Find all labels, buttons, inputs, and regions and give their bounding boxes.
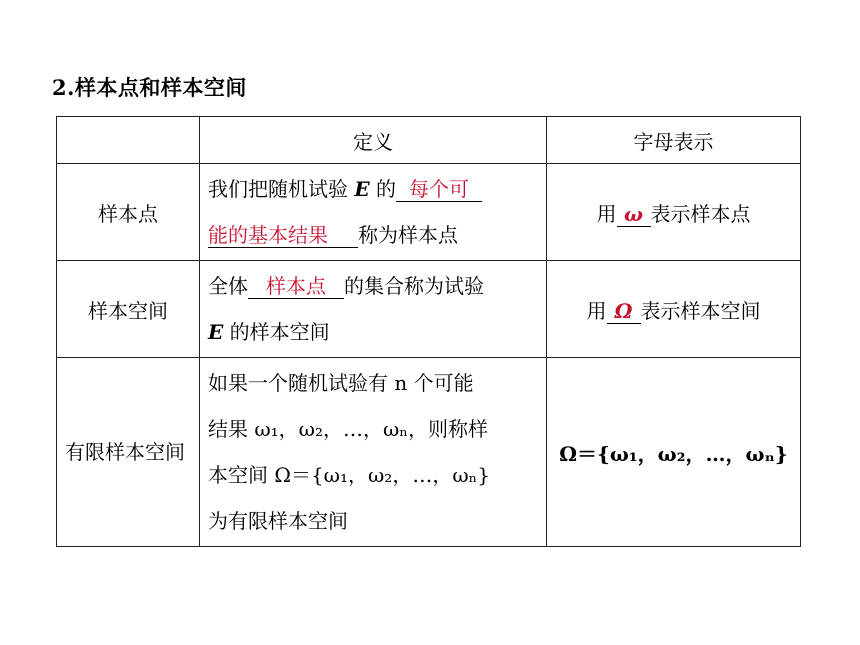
definition-cell xyxy=(200,164,547,261)
fill-blank-answer: Ω xyxy=(607,299,641,324)
row-label: 样本空间 xyxy=(57,261,200,358)
definition-cell xyxy=(200,261,547,358)
fill-blank-answer: 每个可 xyxy=(396,177,482,202)
fill-blank-answer: ω xyxy=(617,202,651,227)
definition-line: 如果一个随机试验有 n 个可能 xyxy=(208,371,474,395)
notation-cell: Ω＝{ω₁，ω₂，…，ωₙ} xyxy=(547,358,801,547)
fill-blank-answer: 样本点 xyxy=(248,274,344,299)
table-row xyxy=(57,164,801,261)
notation-text: 用 xyxy=(586,298,607,323)
section-title: 2.样本点和样本空间 xyxy=(52,75,247,100)
variable-e: E xyxy=(208,320,224,344)
notation-text: 表示样本点 xyxy=(650,201,751,226)
definition-cell xyxy=(200,358,547,547)
definition-text: 的样本空间 xyxy=(223,320,330,344)
header-definition: 定义 xyxy=(200,117,547,164)
definition-line: 结果 ω₁，ω₂，…，ωₙ，则称样 xyxy=(208,417,488,441)
definition-text: 我们把随机试验 xyxy=(208,177,355,201)
row-label: 有限样本空间 xyxy=(57,358,200,547)
notation-cell xyxy=(547,164,801,261)
fill-blank-answer: 能的基本结果 xyxy=(208,223,358,248)
header-empty xyxy=(57,117,200,164)
definition-text: 的集合称为试验 xyxy=(344,274,484,298)
definition-line: 为有限样本空间 xyxy=(208,509,348,533)
definition-text: 全体 xyxy=(208,274,248,298)
row-label: 样本点 xyxy=(57,164,200,261)
definition-text: 的 xyxy=(369,177,396,201)
variable-e: E xyxy=(354,177,370,201)
table-row xyxy=(57,261,801,358)
notation-text: 表示样本空间 xyxy=(640,298,761,323)
notation-text: 用 xyxy=(596,201,617,226)
header-notation: 字母表示 xyxy=(547,117,801,164)
table-row xyxy=(57,358,801,547)
concept-table xyxy=(56,116,801,547)
table-header-row xyxy=(57,117,801,164)
definition-line: 本空间 Ω＝{ω₁，ω₂，…，ωₙ} xyxy=(208,463,491,487)
definition-text: 称为样本点 xyxy=(358,223,458,247)
notation-cell xyxy=(547,261,801,358)
